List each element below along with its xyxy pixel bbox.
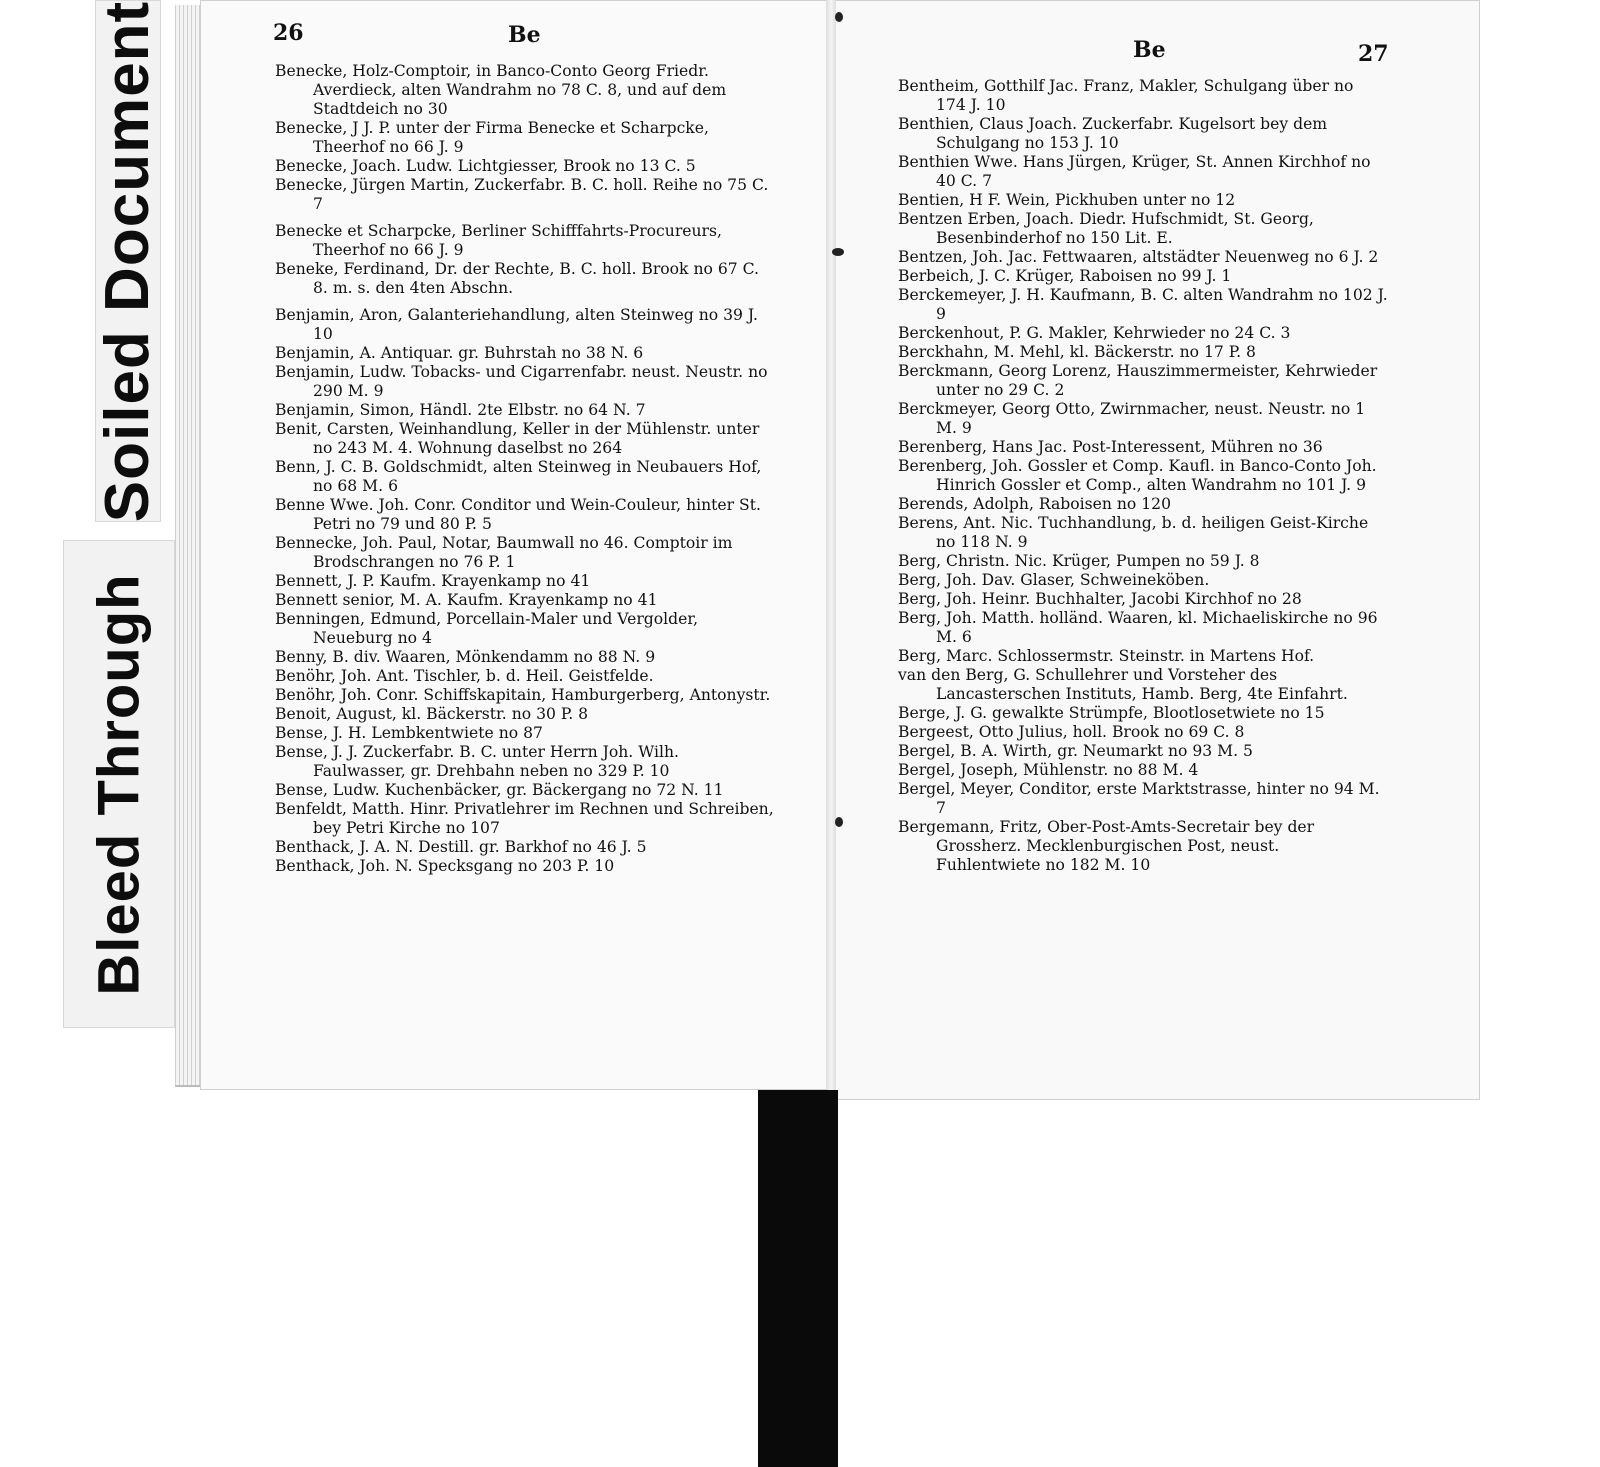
- directory-entry: Beneke, Ferdinand, Dr. der Rechte, B. C. holl. Brook no 67 C. 8. m. s. den 4ten Abschn.: [275, 260, 759, 297]
- directory-entry: Bense, Ludw. Kuchenbäcker, gr. Bäckergang no 72 N. 11: [275, 781, 724, 799]
- directory-entry: Benecke et Scharpcke, Berliner Schifffahrts-Procureurs, Theerhof no 66 J. 9: [275, 222, 722, 259]
- directory-entry: Bentzen Erben, Joach. Diedr. Hufschmidt, St. Georg, Besenbinderhof no 150 Lit. E.: [898, 210, 1314, 247]
- directory-entry: Berg, Joh. Heinr. Buchhalter, Jacobi Kirchhof no 28: [898, 590, 1302, 608]
- directory-entry: Berg, Joh. Dav. Glaser, Schweineköben.: [898, 571, 1210, 589]
- directory-entry: Benöhr, Joh. Conr. Schiffskapitain, Hamburgerberg, Antonystr.: [275, 686, 771, 704]
- left-directory-column: [275, 62, 775, 876]
- directory-entry: van den Berg, G. Schullehrer und Vorsteher des Lancasterschen Instituts, Hamb. Berg, 4te Einfahrt.: [898, 666, 1348, 703]
- directory-entry: Bergel, Joseph, Mühlenstr. no 88 M. 4: [898, 761, 1199, 779]
- directory-entry: Benecke, J J. P. unter der Firma Benecke et Scharpcke, Theerhof no 66 J. 9: [275, 119, 709, 156]
- directory-entry: Berenberg, Joh. Gossler et Comp. Kaufl. in Banco-Conto Joh. Hinrich Gossler et Comp., alten Wandrahm no 101 J. 9: [898, 457, 1377, 494]
- soiled-document-tab: [95, 0, 161, 522]
- directory-entry: Berends, Adolph, Raboisen no 120: [898, 495, 1172, 513]
- directory-entry: Bentheim, Gotthilf Jac. Franz, Makler, Schulgang über no 174 J. 10: [898, 77, 1354, 114]
- directory-entry: Benecke, Joach. Ludw. Lichtgiesser, Brook no 13 C. 5: [275, 157, 696, 175]
- directory-entry: Berckmeyer, Georg Otto, Zwirnmacher, neust. Neustr. no 1 M. 9: [898, 400, 1366, 437]
- directory-entry: Berbeich, J. C. Krüger, Raboisen no 99 J. 1: [898, 267, 1232, 285]
- right-page-number: 27: [1358, 41, 1389, 67]
- ink-speck: [832, 248, 844, 256]
- left-page-number: 26: [273, 20, 304, 46]
- soiled-document-label: Soiled Document: [93, 0, 163, 522]
- directory-entry: Bense, J. H. Lembkentwiete no 87: [275, 724, 543, 742]
- directory-entry: Berg, Marc. Schlossermstr. Steinstr. in Martens Hof.: [898, 647, 1315, 665]
- directory-entry: Bense, J. J. Zuckerfabr. B. C. unter Herrn Joh. Wilh. Faulwasser, gr. Drehbahn neben no 329 P. 10: [275, 743, 679, 780]
- directory-entry: Benningen, Edmund, Porcellain-Maler und Vergolder, Neueburg no 4: [275, 610, 699, 647]
- directory-entry: Bentzen, Joh. Jac. Fettwaaren, altstädter Neuenweg no 6 J. 2: [898, 248, 1379, 266]
- directory-entry: Benoit, August, kl. Bäckerstr. no 30 P. 8: [275, 705, 589, 723]
- directory-entry: Berenberg, Hans Jac. Post-Interessent, Mühren no 36: [898, 438, 1323, 456]
- directory-entry: Berg, Christn. Nic. Krüger, Pumpen no 59 J. 8: [898, 552, 1260, 570]
- directory-entry: Benthien, Claus Joach. Zuckerfabr. Kugelsort bey dem Schulgang no 153 J. 10: [898, 115, 1328, 152]
- directory-entry: Benthack, J. A. N. Destill. gr. Barkhof no 46 J. 5: [275, 838, 647, 856]
- directory-entry: Benthien Wwe. Hans Jürgen, Krüger, St. Annen Kirchhof no 40 C. 7: [898, 153, 1371, 190]
- directory-entry: Bergel, Meyer, Conditor, erste Marktstrasse, hinter no 94 M. 7: [898, 780, 1380, 817]
- directory-entry: Berckenhout, P. G. Makler, Kehrwieder no 24 C. 3: [898, 324, 1291, 342]
- directory-entry: Berckemeyer, J. H. Kaufmann, B. C. alten Wandrahm no 102 J. 9: [898, 286, 1388, 323]
- directory-entry: Bentien, H F. Wein, Pickhuben unter no 12: [898, 191, 1236, 209]
- directory-entry: Benjamin, A. Antiquar. gr. Buhrstah no 38 N. 6: [275, 344, 644, 362]
- directory-entry: Bennecke, Joh. Paul, Notar, Baumwall no 46. Comptoir im Brodschrangen no 76 P. 1: [275, 534, 733, 571]
- ink-speck: [835, 817, 843, 827]
- directory-entry: Bergemann, Fritz, Ober-Post-Amts-Secretair bey der Grossherz. Mecklenburgischen Post, neust. Fuhlentwiete no 182 M. 10: [898, 818, 1315, 874]
- right-page-header: Be: [1133, 37, 1166, 63]
- book-gutter: [826, 0, 836, 1095]
- directory-entry: Benjamin, Aron, Galanteriehandlung, alten Steinweg no 39 J. 10: [275, 306, 758, 343]
- directory-entry: Benecke, Holz-Comptoir, in Banco-Conto Georg Friedr. Averdieck, alten Wandrahm no 78 C. 8, und auf dem Stadtdeich no 30: [275, 62, 727, 118]
- directory-entry: Berens, Ant. Nic. Tuchhandlung, b. d. heiligen Geist-Kirche no 118 N. 9: [898, 514, 1369, 551]
- directory-entry: Berg, Joh. Matth. holländ. Waaren, kl. Michaeliskirche no 96 M. 6: [898, 609, 1378, 646]
- directory-entry: Benne Wwe. Joh. Conr. Conditor und Wein-Couleur, hinter St. Petri no 79 und 80 P. 5: [275, 496, 761, 533]
- directory-entry: Benjamin, Simon, Händl. 2te Elbstr. no 64 N. 7: [275, 401, 646, 419]
- directory-entry: Bennett senior, M. A. Kaufm. Krayenkamp no 41: [275, 591, 658, 609]
- directory-entry: Benny, B. div. Waaren, Mönkendamm no 88 N. 9: [275, 648, 656, 666]
- bleed-through-tab: [63, 540, 175, 1028]
- directory-entry: Benöhr, Joh. Ant. Tischler, b. d. Heil. Geistfelde.: [275, 667, 654, 685]
- directory-entry: Bennett, J. P. Kaufm. Krayenkamp no 41: [275, 572, 591, 590]
- directory-entry: Bergeest, Otto Julius, holl. Brook no 69 C. 8: [898, 723, 1245, 741]
- bleed-through-label: Bleed Through: [86, 572, 152, 996]
- directory-entry: Benecke, Jürgen Martin, Zuckerfabr. B. C. holl. Reihe no 75 C. 7: [275, 176, 769, 213]
- directory-entry: Benfeldt, Matth. Hinr. Privatlehrer im Rechnen und Schreiben, bey Petri Kirche no 107: [275, 800, 774, 837]
- directory-entry: Bergel, B. A. Wirth, gr. Neumarkt no 93 M. 5: [898, 742, 1253, 760]
- left-page-header: Be: [508, 22, 541, 48]
- directory-entry: Berge, J. G. gewalkte Strümpfe, Blootlosetwiete no 15: [898, 704, 1325, 722]
- right-directory-column: [898, 77, 1388, 875]
- directory-entry: Benjamin, Ludw. Tobacks- und Cigarrenfabr. neust. Neustr. no 290 M. 9: [275, 363, 768, 400]
- directory-entry: Benthack, Joh. N. Specksgang no 203 P. 10: [275, 857, 615, 875]
- directory-entry: Berckmann, Georg Lorenz, Hauszimmermeister, Kehrwieder unter no 29 C. 2: [898, 362, 1378, 399]
- directory-entry: Berckhahn, M. Mehl, kl. Bäckerstr. no 17 P. 8: [898, 343, 1256, 361]
- directory-entry: Benn, J. C. B. Goldschmidt, alten Steinweg in Neubauers Hof, no 68 M. 6: [275, 458, 762, 495]
- ink-speck: [835, 12, 843, 22]
- directory-entry: Benit, Carsten, Weinhandlung, Keller in der Mühlenstr. unter no 243 M. 4. Wohnung daselbst no 264: [275, 420, 760, 457]
- bookmark-ribbon: [758, 1090, 838, 1467]
